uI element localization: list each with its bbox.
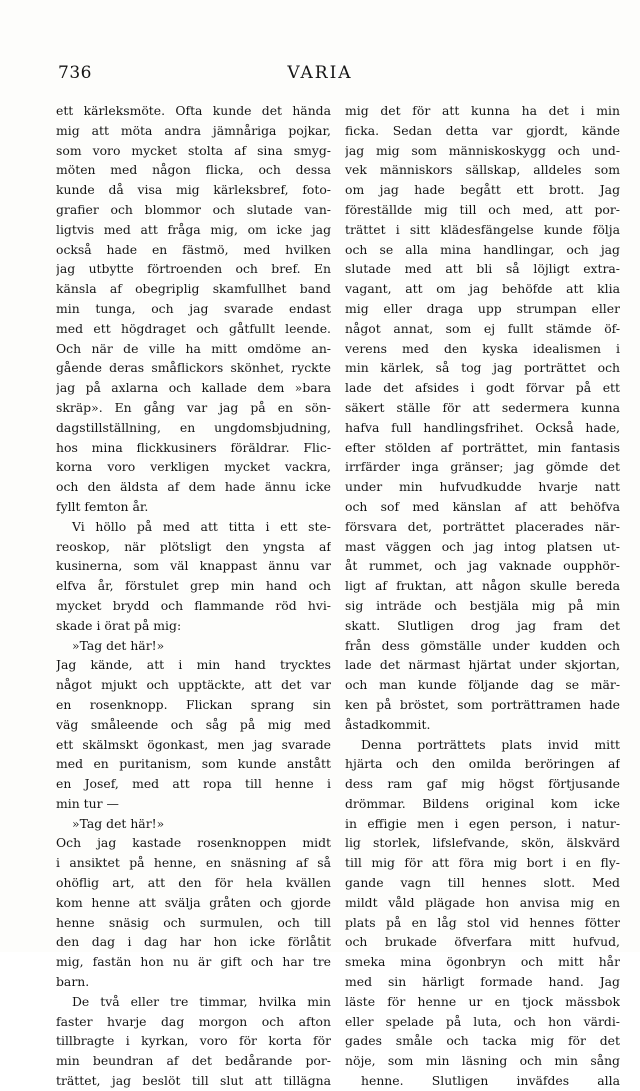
text-line: kunde då visa mig kärleksbref, foto-	[56, 182, 331, 198]
text-line: ett skälmskt ögonkast, men jag svarade	[56, 736, 331, 752]
text-line: grafier och blommor och slutade van-	[56, 201, 331, 217]
text-line: smeka mina ögonbryn och mitt hår	[345, 954, 620, 970]
text-line: »Tag det här!»	[72, 637, 165, 653]
text-line: till mig för att föra mig bort i en fly-	[345, 855, 620, 871]
text-line: hafva full handlingsfrihet. Också hade,	[345, 419, 620, 435]
text-line: verens med den kyska idealismen i	[345, 340, 620, 356]
text-line: henne snäsig och surmulen, och till	[56, 914, 331, 930]
text-line: korna voro verkligen mycket vackra,	[56, 459, 331, 475]
text-line: och sof med känslan af att behöfva	[345, 498, 620, 514]
text-line: en rosenknopp. Flickan sprang sin	[56, 696, 331, 712]
text-line: gades småle och tacka mig för det	[345, 1033, 620, 1049]
page-header	[0, 63, 640, 89]
text-line: ken på bröstet, som porträttramen hade	[345, 696, 620, 712]
text-line: möten med någon flicka, och dessa	[56, 162, 331, 178]
text-line: elfva år, förstulet grep min hand och	[56, 578, 331, 594]
text-line: barn.	[56, 974, 90, 990]
text-line: Jag kände, att i min hand trycktes	[56, 657, 331, 673]
text-line: drömmar. Bildens original kom icke	[345, 795, 620, 811]
text-line: kusinerna, som väl knappast ännu var	[56, 558, 331, 574]
text-line: faster hvarje dag morgon och afton	[56, 1013, 331, 1029]
text-line: och se alla mina handlingar, och jag	[345, 241, 620, 257]
text-line: mycket brydd och flammande röd hvi-	[56, 597, 331, 613]
running-head: VARIA	[287, 63, 353, 83]
text-line: och brukade öfverfara mitt hufvud,	[345, 934, 620, 950]
text-line: jag utbytte förtroenden och bref. En	[56, 261, 331, 277]
text-line: jag mig som människoskygg och und-	[345, 142, 620, 158]
text-line: mig att möta andra jämnåriga pojkar,	[56, 122, 331, 138]
text-line: åstadkommit.	[345, 716, 431, 732]
text-line: plats på en låg stol vid hennes fötter	[345, 914, 620, 930]
text-line: trättet, jag beslöt till slut att tillägna	[56, 1073, 331, 1089]
text-line: försvara det, porträttet placerades när-	[345, 518, 620, 534]
text-line: ficka. Sedan detta var gjordt, kände	[345, 122, 620, 138]
text-line: lig storlek, lifslefvande, skön, älskvärd	[345, 835, 620, 851]
text-line: trättet i sitt klädesfängelse kunde följa	[345, 221, 620, 237]
text-line: och man kunde följande dag se mär-	[345, 677, 620, 693]
text-line: Och när de ville ha mitt omdöme an-	[56, 340, 331, 356]
text-line: tillbragte i kyrkan, voro för korta för	[56, 1033, 331, 1049]
text-line: en Josef, med att ropa till henne i	[56, 776, 331, 792]
text-line: efter stölden af porträttet, min fantasis	[345, 439, 620, 455]
text-line: läste för henne ur en tjock mässbok	[345, 993, 620, 1009]
text-line: om jag hade begått ett brott. Jag	[345, 182, 620, 198]
text-line: Och jag kastade rosenknoppen midt	[56, 835, 331, 851]
text-line: min beundran af det bedårande por-	[56, 1053, 331, 1069]
text-line: hjärta och den omilda beröringen af	[345, 756, 620, 772]
text-line: eller spelade på luta, och hon värdi-	[345, 1013, 620, 1029]
text-line: irrfärder inga gränser; jag gömde det	[345, 459, 620, 475]
text-line: fyllt femton år.	[56, 498, 149, 514]
text-line: hos mina flickkusiners föräldrar. Flic-	[56, 439, 331, 455]
text-line: ett kärleksmöte. Ofta kunde det hända	[56, 103, 331, 118]
text-line: något mjukt och upptäckte, att det var	[56, 677, 331, 693]
text-line: nöje, som min läsning och min sång	[345, 1053, 620, 1069]
text-line: Denna porträttets plats invid mitt	[361, 736, 620, 752]
text-line: min tur —	[56, 795, 119, 811]
text-line: sig inträde och bestjäla mig på min	[345, 597, 620, 613]
text-line: säkert ställe för att sedermera kunna	[345, 399, 620, 415]
text-line: i ansiktet på henne, en snäsning af så	[56, 855, 331, 871]
page-number: 736	[58, 63, 92, 83]
text-line: under min hufvudkudde hvarje natt	[345, 479, 620, 495]
text-line: kom henne att svälja gråten och gjorde	[56, 894, 331, 910]
text-line: med ett högdraget och gåtfullt leende.	[56, 320, 331, 336]
text-line: den dag i dag har hon icke förlåtit	[56, 934, 331, 950]
text-line: något annat, som ej fullt stämde öf-	[345, 320, 620, 336]
text-line: mig det för att kunna ha det i min	[345, 103, 620, 118]
text-line: mig, fastän hon nu är gift och har tre	[56, 954, 331, 970]
text-line: mast väggen och jag intog platsen ut-	[345, 538, 620, 554]
text-line: henne. Slutligen inväfdes alla	[361, 1073, 620, 1089]
text-line: De två eller tre timmar, hvilka min	[72, 993, 331, 1009]
text-line: reoskop, när plötsligt den yngsta af	[56, 538, 331, 554]
text-line: gående deras småflickors skönhet, ryckte	[56, 360, 331, 376]
text-line: känsla af obegriplig skamfullhet band	[56, 281, 331, 297]
text-line: ligt af fruktan, att någon skulle bereda	[345, 578, 620, 594]
text-line: min kärlek, så tog jag porträttet och	[345, 360, 620, 376]
text-line: jag på axlarna och kallade dem »bara	[56, 380, 331, 396]
text-line: ligtvis med att fråga mig, om icke jag	[56, 221, 331, 237]
text-column-right	[345, 101, 620, 1091]
text-line: dess ram gaf mig högst förtjusande	[345, 776, 620, 792]
text-line: vagant, att om jag behöfde att klia	[345, 281, 620, 297]
text-line: skräp». En gång var jag på en sön-	[56, 399, 331, 415]
text-line: väg småleende och såg på mig med	[56, 716, 331, 732]
text-line: dagstillställning, en ungdomsbjudning,	[56, 419, 331, 435]
text-line: föreställde mig till och med, att por-	[345, 201, 620, 217]
text-line: mildt våld plägade hon anvisa mig en	[345, 894, 620, 910]
text-line: åt rummet, och jag vaknade oupphör-	[345, 558, 620, 574]
text-line: mig eller draga upp strumpan eller	[345, 300, 620, 316]
text-line: från dess gömställe under kudden och	[345, 637, 620, 653]
text-line: och den äldsta af dem hade ännu icke	[56, 479, 331, 495]
text-column-left	[56, 101, 331, 1091]
text-line: in effigie men i egen person, i natur-	[345, 815, 620, 831]
text-line: med en puritanism, som kunde anstått	[56, 756, 331, 772]
text-line: Vi höllo på med att titta i ett ste-	[72, 518, 331, 534]
text-line: som voro mycket stolta af sina smyg-	[56, 142, 331, 158]
text-line: »Tag det här!»	[72, 815, 165, 831]
text-line: vek människors sällskap, alldeles som	[345, 162, 620, 178]
text-line: slutade med att bli så löjligt extra-	[345, 261, 620, 277]
text-line: gande vagn till hennes slott. Med	[345, 875, 620, 891]
text-line: skade i örat på mig:	[56, 617, 182, 633]
text-line: min tunga, och jag svarade endast	[56, 300, 331, 316]
text-line: ohöflig art, att den för hela kvällen	[56, 875, 331, 891]
text-line: med sin härligt formade hand. Jag	[345, 974, 620, 990]
text-line: lade det afsides i godt förvar på ett	[345, 380, 620, 396]
text-line: lade det närmast hjärtat under skjortan,	[345, 657, 620, 673]
text-line: skatt. Slutligen drog jag fram det	[345, 617, 620, 633]
text-line: också hade en fästmö, med hvilken	[56, 241, 331, 257]
